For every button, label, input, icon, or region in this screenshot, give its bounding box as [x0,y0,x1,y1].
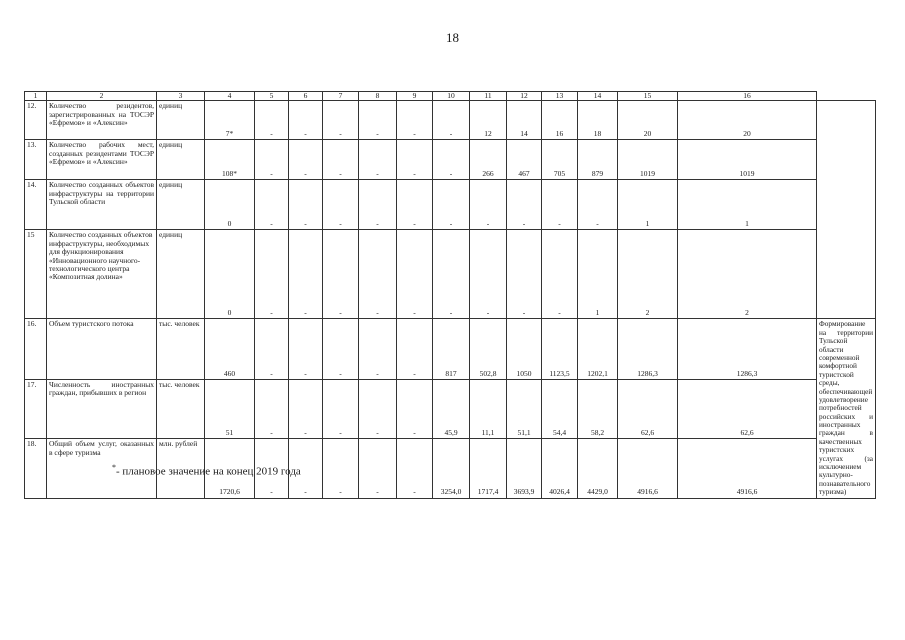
value-cell: - [359,319,397,380]
value-cell: - [433,230,470,319]
value-cell: - [433,101,470,140]
value-cell: 54,4 [542,380,578,439]
indicator-name: Количество созданных объектов инфраструктуры, необходимых для функционирования «Инновационного научного-технологического центра «Композитная долина» [47,230,157,319]
value-cell: - [507,180,542,230]
value-cell: 1202,1 [578,319,618,380]
value-cell: 1050 [507,319,542,380]
unit: тыс. человек [157,380,205,439]
column-header: 13 [542,92,578,101]
value-cell: 1286,3 [678,319,817,380]
value-cell: 1 [618,180,678,230]
value-cell: 2 [618,230,678,319]
value-cell: - [255,230,289,319]
unit: единиц [157,140,205,180]
value-cell: 879 [578,140,618,180]
value-cell: 18 [578,101,618,140]
footnote-text: - плановое значение на конец 2019 года [116,465,301,478]
column-header: 2 [47,92,157,101]
value-cell: 4429,0 [578,439,618,498]
value-cell: - [323,230,359,319]
value-cell: - [289,101,323,140]
value-cell: - [289,439,323,498]
column-header: 16 [678,92,817,101]
indicator-name: Количество резидентов, зарегистрированных на ТОСЭР «Ефремов» и «Алексин» [47,101,157,140]
value-cell: - [289,180,323,230]
value-cell: - [397,140,433,180]
value-cell: - [255,180,289,230]
value-cell: 1 [578,230,618,319]
value-cell: 12 [470,101,507,140]
value-cell: 20 [678,101,817,140]
value-cell: 4026,4 [542,439,578,498]
value-cell: 1286,3 [618,319,678,380]
row-number: 13. [25,140,47,180]
unit: тыс. человек [157,319,205,380]
table-row [25,230,876,319]
value-cell: - [323,319,359,380]
value-cell: 0 [205,230,255,319]
indicator-name: Объем туристского потока [47,319,157,380]
value-cell: 1717,4 [470,439,507,498]
value-cell: 1 [678,180,817,230]
value-cell: - [542,230,578,319]
indicator-name: Общий объем услуг, оказанных в сфере туризма [47,439,157,498]
value-cell: 62,6 [678,380,817,439]
value-cell: - [507,230,542,319]
table-row [25,140,876,180]
unit: единиц [157,101,205,140]
table-row [25,101,876,140]
value-cell: 460 [205,319,255,380]
value-cell: 51,1 [507,380,542,439]
row-number: 16. [25,319,47,380]
value-cell: - [542,180,578,230]
value-cell: - [359,180,397,230]
value-cell: - [323,180,359,230]
empty-note-cell [817,101,876,319]
column-header: 8 [359,92,397,101]
indicator-name: Количество созданных объектов инфраструктуры на территории Тульской области [47,180,157,230]
value-cell: 58,2 [578,380,618,439]
value-cell: - [323,439,359,498]
value-cell: - [397,101,433,140]
table-row [25,180,876,230]
value-cell: 16 [542,101,578,140]
value-cell: 14 [507,101,542,140]
page-number: 18 [446,30,459,45]
tourism-goal-note: Формирование на территории Тульской области современной комфортной туристской среды, обеспечивающей удовлетворение потребностей российских и иностранных граждан в качественных туристских услугах (за исключением культурно-познавательного туризма) [817,319,876,498]
value-cell: 45,9 [433,380,470,439]
value-cell: - [289,140,323,180]
value-cell: - [359,439,397,498]
value-cell: - [397,380,433,439]
column-header: 3 [157,92,205,101]
value-cell: 2 [678,230,817,319]
value-cell: - [578,180,618,230]
value-cell: - [289,230,323,319]
column-header: 4 [205,92,255,101]
row-number: 15 [25,230,47,319]
value-cell: - [255,101,289,140]
value-cell: - [255,380,289,439]
value-cell: - [359,140,397,180]
value-cell: 817 [433,319,470,380]
value-cell: 3693,9 [507,439,542,498]
value-cell: - [289,319,323,380]
value-cell: - [255,319,289,380]
value-cell: - [433,140,470,180]
value-cell: 502,8 [470,319,507,380]
value-cell: - [359,230,397,319]
value-cell: 11,1 [470,380,507,439]
row-number: 18. [25,439,47,498]
value-cell: - [255,439,289,498]
indicators-table [24,91,876,499]
value-cell: - [289,380,323,439]
value-cell: 7* [205,101,255,140]
value-cell: - [323,140,359,180]
column-header: 14 [578,92,618,101]
value-cell: 266 [470,140,507,180]
table-row [25,319,876,380]
header-row [25,92,876,101]
value-cell: 4916,6 [618,439,678,498]
column-header: 11 [470,92,507,101]
footnote-marker: * [112,463,116,472]
column-header: 12 [507,92,542,101]
value-cell: 467 [507,140,542,180]
unit: млн. рублей [157,439,205,498]
unit: единиц [157,180,205,230]
value-cell: - [359,101,397,140]
row-number: 14. [25,180,47,230]
value-cell: - [323,101,359,140]
value-cell: 51 [205,380,255,439]
value-cell: 1720,6 [205,439,255,498]
value-cell: 1123,5 [542,319,578,380]
row-number: 17. [25,380,47,439]
table-row [25,380,876,439]
column-header: 6 [289,92,323,101]
value-cell: - [397,439,433,498]
column-header: 9 [397,92,433,101]
value-cell: 3254,0 [433,439,470,498]
value-cell: 62,6 [618,380,678,439]
value-cell: 108* [205,140,255,180]
value-cell: 1019 [618,140,678,180]
value-cell: - [470,180,507,230]
value-cell: 4916,6 [678,439,817,498]
column-header: 1 [25,92,47,101]
value-cell: 0 [205,180,255,230]
indicator-name: Численность иностранных граждан, прибывших в регион [47,380,157,439]
row-number: 12. [25,101,47,140]
value-cell: 705 [542,140,578,180]
value-cell: - [433,180,470,230]
value-cell: - [397,230,433,319]
column-header: 10 [433,92,470,101]
value-cell: - [359,380,397,439]
footnote [112,463,301,478]
value-cell: - [255,140,289,180]
value-cell: - [470,230,507,319]
value-cell: - [323,380,359,439]
value-cell: 1019 [678,140,817,180]
column-header: 7 [323,92,359,101]
value-cell: - [397,180,433,230]
column-header: 5 [255,92,289,101]
value-cell: 20 [618,101,678,140]
value-cell: - [397,319,433,380]
indicator-name: Количество рабочих мест, созданных резидентами ТОСЭР «Ефремов» и «Алексин» [47,140,157,180]
unit: единиц [157,230,205,319]
column-header: 15 [618,92,678,101]
